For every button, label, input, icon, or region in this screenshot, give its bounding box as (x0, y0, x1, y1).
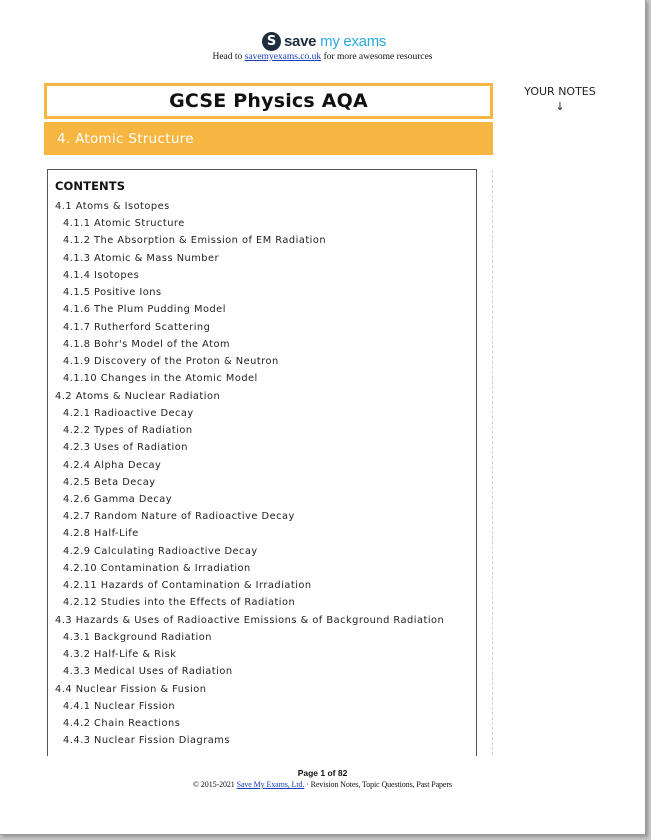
contents-heading: CONTENTS (55, 179, 126, 193)
toc-subsection-link[interactable]: 4.1.6 The Plum Pudding Model (63, 304, 226, 316)
document-title: GCSE Physics AQA (169, 90, 368, 112)
footer-copyright (0, 780, 645, 789)
section-title: 4. Atomic Structure (57, 130, 194, 147)
copyright-suffix: · Revision Notes, Topic Questions, Past Papers (304, 780, 452, 789)
logo-myexams-text: my exams (320, 32, 387, 50)
toc-subsection-link[interactable]: 4.4.1 Nuclear Fission (63, 700, 176, 712)
copyright-text: © 2015-2021 (193, 780, 235, 789)
toc-subsection-link[interactable]: 4.2.7 Random Nature of Radioactive Decay (63, 511, 295, 523)
toc-subsection-link[interactable]: 4.1.9 Discovery of the Proton & Neutron (63, 356, 279, 368)
toc-subsection-link[interactable]: 4.3.1 Background Radiation (63, 631, 212, 643)
logo-save-text: save (284, 32, 317, 50)
arrow-down-icon: ↓ (555, 100, 565, 113)
toc-subsection-link[interactable]: 4.2.8 Half-Life (63, 528, 139, 540)
toc-subsection-link[interactable]: 4.1.10 Changes in the Atomic Model (63, 373, 258, 385)
toc-subsection-link[interactable]: 4.1.2 The Absorption & Emission of EM Radiation (63, 235, 327, 247)
company-link[interactable]: Save My Exams, Ltd. (236, 780, 305, 789)
toc-subsection-link[interactable]: 4.1.5 Positive Ions (63, 287, 162, 299)
save-my-exams-logo[interactable] (262, 30, 386, 52)
section-banner (44, 122, 493, 155)
your-notes-label (504, 84, 616, 114)
tagline-suffix: for more awesome resources (323, 52, 433, 62)
page-number: Page 1 of 82 (297, 768, 348, 778)
document-title-box (44, 83, 493, 119)
header-tagline (0, 52, 645, 62)
toc-subsection-link[interactable]: 4.3.3 Medical Uses of Radiation (63, 666, 233, 678)
toc-subsection-link[interactable]: 4.3.2 Half-Life & Risk (63, 649, 177, 661)
toc-subsection-link[interactable]: 4.2.2 Types of Radiation (63, 425, 193, 437)
toc-section-link[interactable]: 4.2 Atoms & Nuclear Radiation (55, 390, 221, 402)
toc-subsection-link[interactable]: 4.2.10 Contamination & Irradiation (63, 562, 251, 574)
toc-subsection-link[interactable]: 4.1.8 Bohr's Model of the Atom (63, 338, 231, 350)
table-of-contents (55, 198, 444, 750)
toc-subsection-link[interactable]: 4.1.7 Rutherford Scattering (63, 321, 211, 333)
tagline-prefix: Head to (212, 52, 243, 62)
website-link[interactable]: savemyexams.co.uk (244, 52, 322, 62)
toc-section-link[interactable]: 4.3 Hazards & Uses of Radioactive Emissions & of Background Radiation (55, 614, 445, 626)
lightning-icon: S (262, 32, 281, 51)
toc-subsection-link[interactable]: 4.2.6 Gamma Decay (63, 493, 173, 505)
toc-subsection-link[interactable]: 4.2.1 Radioactive Decay (63, 407, 194, 419)
toc-subsection-link[interactable]: 4.2.12 Studies into the Effects of Radiation (63, 597, 296, 609)
toc-subsection-link[interactable]: 4.4.3 Nuclear Fission Diagrams (63, 735, 230, 747)
toc-section-link[interactable]: 4.1 Atoms & Isotopes (55, 201, 170, 212)
toc-subsection-link[interactable]: 4.1.4 Isotopes (63, 269, 140, 281)
toc-subsection-link[interactable]: 4.2.4 Alpha Decay (63, 459, 162, 471)
toc-subsection-link[interactable]: 4.2.3 Uses of Radiation (63, 442, 188, 454)
toc-subsection-link[interactable]: 4.2.9 Calculating Radioactive Decay (63, 545, 258, 557)
notes-divider (492, 170, 493, 755)
toc-subsection-link[interactable]: 4.4.2 Chain Reactions (63, 718, 181, 730)
your-notes-text: YOUR NOTES (524, 85, 596, 98)
toc-section-link[interactable]: 4.4 Nuclear Fission & Fusion (55, 683, 207, 695)
toc-subsection-link[interactable]: 4.1.1 Atomic Structure (63, 218, 185, 230)
toc-subsection-link[interactable]: 4.2.5 Beta Decay (63, 476, 156, 488)
toc-subsection-link[interactable]: 4.2.11 Hazards of Contamination & Irradiation (63, 580, 312, 592)
toc-subsection-link[interactable]: 4.1.3 Atomic & Mass Number (63, 252, 220, 264)
